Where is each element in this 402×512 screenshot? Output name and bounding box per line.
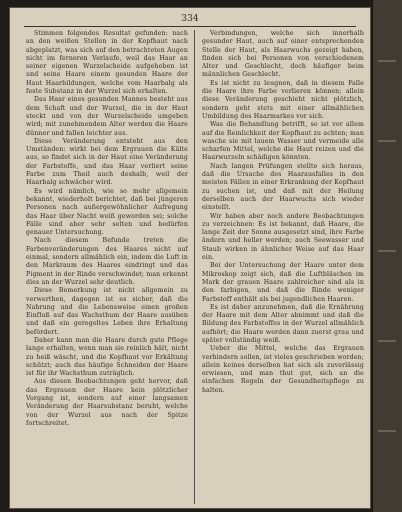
paragraph: Verbindungen, welche sich innerhalb gesunder Haut, auch auf einer entsprechenden Stelle der Haut, als Haarwuchs gezeigt haben, finden sich bei Personen von verschiedenem Alter und Geschlecht, doch häufiger beim männlichen Geschlecht.: [202, 30, 364, 79]
text-column-right: [202, 30, 364, 504]
adjacent-page-text-fragment: [378, 250, 396, 252]
paragraph: Es ist nicht zu leugnen, daß in diesem Falle die Haare ihre Farbe verlieren können; allein diese Veränderung geschieht nicht plötzlich, sondern geht stets mit einer allmählichen Umbildung des Haarmarkes vor sich.: [202, 79, 364, 120]
paragraph: Nach langen Prüfungen stellte sich heraus, daß die Ursache des Haarausfalles in den meisten Fällen in einer Erkrankung der Kopfhaut zu suchen ist, und daß mit der Heilung derselben auch der Haarwuchs sich wieder einstellt.: [202, 162, 364, 212]
text-column-left: [26, 30, 188, 504]
paragraph: Es ist daher anzunehmen, daß die Ernährung der Haare mit dem Alter abnimmt und daß die Bildung des Farbstoffes in der Wurzel allmählich aufhört; die Haare werden dann zuerst grau und später vollständig weiß.: [202, 303, 364, 344]
adjacent-page-text-fragment: [378, 430, 396, 432]
adjacent-page-text-fragment: [378, 140, 396, 142]
paragraph: Aus diesen Beobachtungen geht hervor, daß das Ergrauen der Haare kein plötzlicher Vorgang ist, sondern auf einer langsamen Veränderung der Haarsubstanz beruht, welche von der Wurzel aus nach der Spitze fortschreitet.: [26, 378, 188, 427]
page-header: [24, 12, 356, 27]
adjacent-page-text-fragment: [378, 340, 396, 342]
paragraph: Bei der Untersuchung der Haare unter dem Mikroskop zeigt sich, daß die Luftbläschen im Mark der grauen Haare zahlreicher sind als in den farbigen, und daß die Rinde weniger Farbstoff enthält als bei jugendlichen Haaren.: [202, 262, 364, 303]
adjacent-page-text-fragment: [378, 60, 396, 62]
paragraph: Nach diesem Befunde treten die Farbenveränderungen des Haares nicht auf einmal, sondern allmählich ein, indem die Luft in den Markraum des Haares eindringt und das Pigment in der Rinde verschwindet; man erkennt dies an der Wurzel sehr deutlich.: [26, 237, 188, 286]
paragraph: Wir haben aber noch andere Beobachtungen zu verzeichnen: Es ist bekannt, daß Haare, die lange Zeit der Sonne ausgesetzt sind, ihre Farbe ändern und heller werden; auch Seewasser und Staub wirken in ähnlicher Weise auf das Haar ein.: [202, 212, 364, 262]
paragraph: Daher kann man die Haare durch gute Pflege lange erhalten, wenn man sie reinlich hält, nicht zu heiß wäscht, und die Kopfhaut vor Erkältung schützt; auch das häufige Schneiden der Haare ist für ihr Wachsthum zuträglich.: [26, 336, 188, 378]
page-number: 334: [181, 14, 199, 24]
paragraph: Das Haar eines gesunden Mannes besteht aus dem Schaft und der Wurzel, die in der Haut steckt und von der Wurzelscheide umgeben wird; mit zunehmendem Alter werden die Haare dünner und fallen leichter aus.: [26, 96, 188, 137]
book-page: [10, 8, 370, 508]
paragraph: Diese Bemerkung ist nicht allgemein zu verwerthen, dagegen ist es sicher, daß die Nahrung und die Lebensweise einen großen Einfluß auf das Wachsthum der Haare ausüben und daß ein geregeltes Leben ihre Erhaltung befördert.: [26, 287, 188, 336]
adjacent-page-edge: [372, 0, 402, 512]
paragraph: Diese Veränderung entsteht aus den Umständen: wirkt bei dem Ergrauen die Kälte aus, so findet sich in der Haut eine Veränderung der Farbstoffe, und das Haar verliert seine Farbe zum Theil auch deshalb, weil der Haarbalg schwächer wird.: [26, 137, 188, 187]
paragraph: Ueber die Mittel, welche das Ergrauen verhindern sollen, ist vieles geschrieben worden; allein keines derselben hat sich als zuverlässig erwiesen, und man thut gut, sich an die einfachen Regeln der Gesundheitspflege zu halten.: [202, 345, 364, 394]
paragraph: Stimmen folgendes Resultat gefunden: nach an den weißen Stellen in der Kopfhaut nach abgeplatzt, was sich auf den betrachteten Augen nicht im ferneren Verlaufe, weil das Haar an seiner eigenen Wurzelscheide aufgehoben ist und seine Haare einem gesunden Haare der Haut Haarbildungen, welche vom Haarbalg als feste Substanz in der Wurzel sich erhalten.: [26, 30, 188, 96]
paragraph: Was die Behandlung betrifft, so ist vor allem auf die Reinlichkeit der Kopfhaut zu achten; man wasche sie mit lauem Wasser und vermeide alle scharfen Mittel, welche die Haut reizen und die Haarwurzeln schädigen könnten.: [202, 121, 364, 162]
paragraph: Es wird nämlich, wie so mehr allgemein bekannt, wiederholt berichtet, daß bei jüngeren Personen nach außergewöhnlicher Aufregung das Haar über Nacht weiß geworden sei; solche Fälle sind aber sehr selten und bedürfen genauer Untersuchung.: [26, 187, 188, 237]
column-divider: [194, 30, 195, 504]
